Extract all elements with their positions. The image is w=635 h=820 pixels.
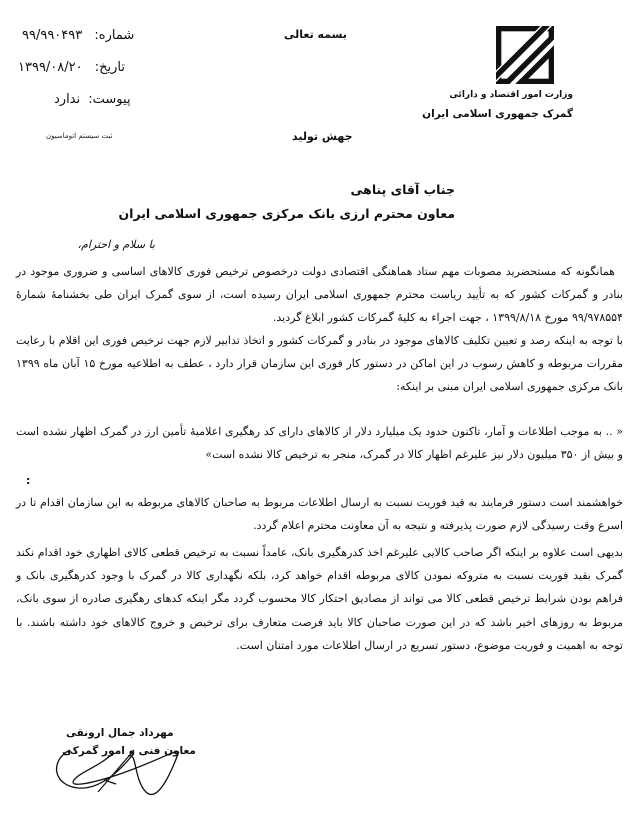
addressee-title: معاون محترم ارزی بانک مرکزی جمهوری اسلامی ایران bbox=[118, 206, 455, 221]
slogan-text: جهش تولید bbox=[292, 130, 353, 143]
date-value: ۱۳۹۹/۰۸/۲۰ bbox=[18, 60, 83, 75]
paragraph-1 bbox=[16, 260, 623, 330]
ministry-name: وزارت امور اقتصاد و دارائی bbox=[449, 90, 573, 100]
greeting-handwritten: با سلام و احترام، bbox=[77, 238, 155, 251]
automation-note: ثبت سیستم اتوماسیون bbox=[46, 132, 113, 140]
paragraph-1-text: همانگونه که مستحضرید مصوبات مهم ستاد هماهنگی اقتصادی دولت درخصوص ترخیص فوری کالاهای اساسی و ضروری موجود در بنادر و گمرکات کشور که به تأیید ریاست محترم جمهوری اسلامی ایران رسیده است، از سوی گمرک ایران طی بخشنامهٔ شمارهٔ ۹۹/۹۷۸۵۵۴ مورخ ۱۳۹۹/۸/۱۸ ، جهت اجراء به کلیهٔ گمرکات کشور ابلاغ گردید. bbox=[16, 265, 623, 325]
colon-mark: : bbox=[26, 474, 31, 487]
letter-date bbox=[18, 60, 125, 75]
paragraph-4-text: خواهشمند است دستور فرمایند به قید فوریت نسبت به ارسال اطلاعات مربوط به صاحبان کالاهای مربوطه به این سازمان اقدام تا در اسرع وقت رسیدگی لازم صورت پذیرفته و نتیجه به آن معاونت محترم اعلام گردد. bbox=[16, 496, 623, 533]
number-value: ۹۹/۹۹۰۴۹۳ bbox=[22, 28, 83, 43]
paragraph-2-text: با توجه به اینکه رصد و تعیین تکلیف کالاهای موجود در بنادر و گمرکات کشور و اتخاذ تدابیر لازم جهت ترخیص فوری این اقلام با رعایت مقررات مربوطه و کاهش رسوب در این اماکن در دستور کار فوری این سازمان قرار دارد ، عطف به اطلاعیه مورخ ۱۵ آبان ماه ۱۳۹۹ بانک مرکزی جمهوری اسلامی ایران مبنی بر اینکه: bbox=[16, 334, 623, 394]
addressee-name: جناب آقای پناهی bbox=[350, 182, 455, 197]
customs-logo-icon bbox=[496, 26, 554, 84]
paragraph-5 bbox=[16, 541, 623, 657]
signatory-name: مهرداد جمال ارونقی bbox=[66, 727, 174, 739]
paragraph-4 bbox=[16, 491, 623, 537]
letter-number bbox=[22, 28, 134, 43]
quote-block bbox=[16, 420, 623, 466]
paragraph-5-text: بدیهی است علاوه بر اینکه اگر صاحب کالایی علیرغم اخذ کدرهگیری بانک، عامداً نسبت به ترخیص قطعی کالای اظهاری خود اقدام نکند گمرک بقید فوریت نسبت به متروکه نمودن کالای مربوطه اقدام خواهد کرد، بلکه نگهداری کالا در گمرک با وجود کدرهگیری بانک و فراهم بودن شرایط ترخیص قطعی کالا می تواند از مصادیق احتکار کالا محسوب گردد مگر اینکه کدهای رهگیری صادره از سوی بانک، مربوط به روزهای اخیر باشد که در این صورت صاحبان کالا باید فرصت متعارف برای ترخیص و خروج کالاهای خود داشته باشند. با توجه به اهمیت و فوریت موضوع، دستور تسریع در ارسال اطلاعات مورد امتنان است. bbox=[16, 546, 623, 652]
quote-text: « .. به موجب اطلاعات و آمار، تاکنون حدود یک میلیارد دلار از کالاهای دارای کد رهگیری اعلامیهٔ تأمین ارز در گمرک اظهار نشده است و بیش از ۳۵۰ میلیون دلار نیز علیرغم اظهار کالا در گمرک، منجر به ترخیص کالا نشده است» bbox=[16, 425, 623, 462]
attachment-label: پیوست: bbox=[88, 92, 131, 107]
signatory-title: معاون فنی و امور گمرکی bbox=[62, 745, 196, 757]
basmala-heading: بسمه تعالی bbox=[284, 28, 347, 41]
number-label: شماره: bbox=[94, 28, 135, 43]
paragraph-2 bbox=[16, 329, 623, 399]
handwritten-signature bbox=[50, 740, 190, 810]
date-label: تاریخ: bbox=[94, 60, 126, 75]
customs-name: گمرک جمهوری اسلامی ایران bbox=[422, 108, 573, 120]
letter-attachment bbox=[54, 92, 131, 107]
attachment-value: ندارد bbox=[54, 92, 81, 107]
